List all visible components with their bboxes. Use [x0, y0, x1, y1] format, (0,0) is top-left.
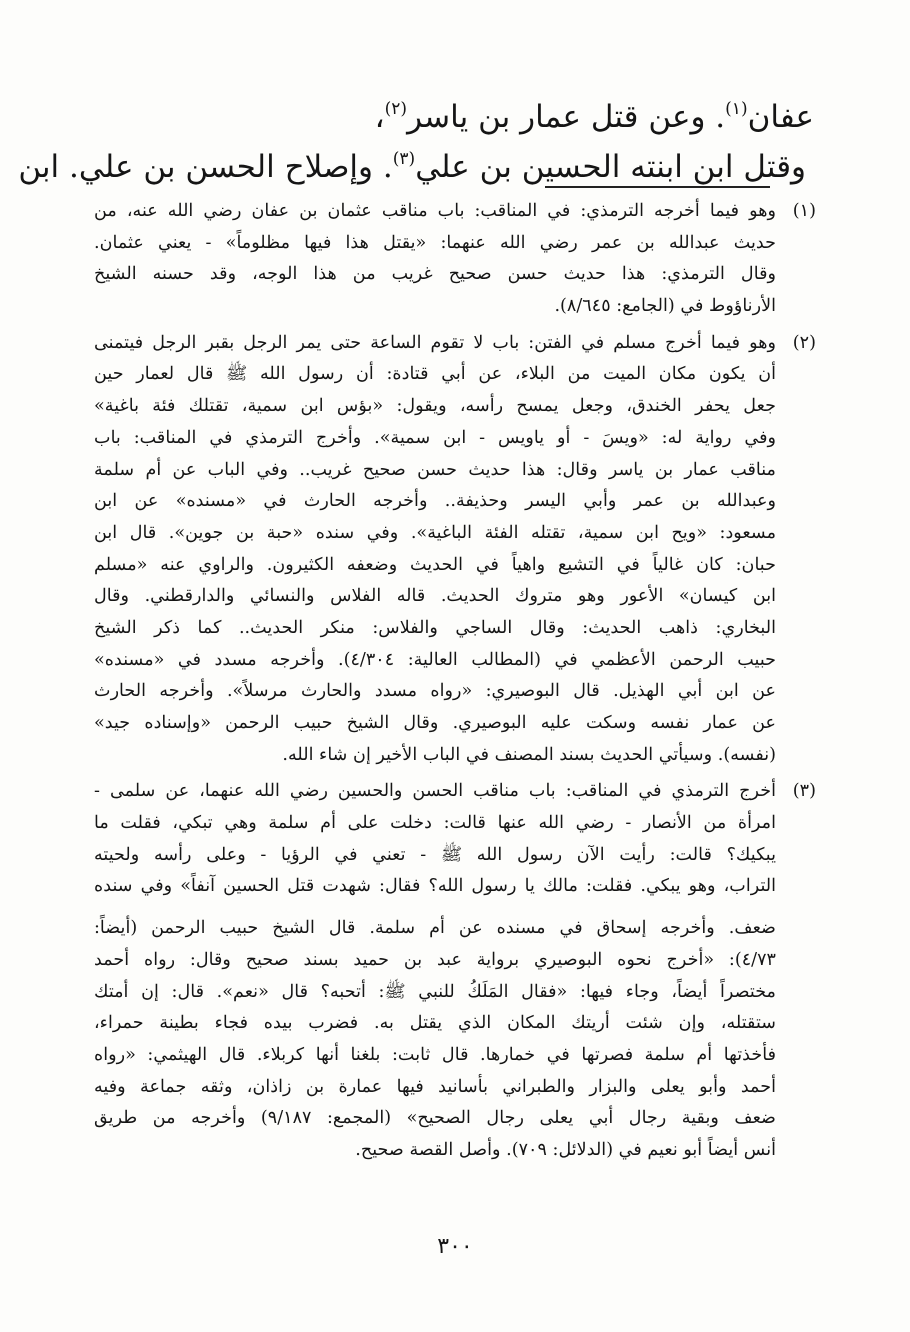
footnote-line: وقال الترمذي: هذا حديث حسن صحيح غريب من هذا الوجه، وقد حسنه الشيخ [94, 264, 776, 285]
footnote-2 [94, 328, 816, 772]
footnote-line: أحمد وأبو يعلى والبزار والطبراني بأسانيد فيها عمارة بن زاذان، وثقه جماعة وفيه [94, 1076, 776, 1097]
footnote-ref-1: (١) [725, 99, 748, 120]
footnote-3-continuation [94, 913, 776, 1167]
footnote-line: مناقب عمار بن ياسر وقال: هذا حديث حسن صحيح غريب.. وفي الباب عن أم سلمة [94, 459, 776, 480]
footnote-divider [545, 186, 770, 188]
footnote-line: أنس أيضاً أبو نعيم في (الدلائل: ٧٠٩). وأصل القصة صحيح. [355, 1139, 776, 1160]
footnote-line: يبكيك؟ قالت: رأيت الآن رسول الله ﷺ - تعني في الرؤيا - وعلى رأسه ولحيته [94, 844, 776, 865]
footnote-line: ضعف. وأخرجه إسحاق في مسنده عن أم سلمة. قال الشيخ حبيب الرحمن (أيضاً: [94, 918, 776, 939]
footnote-number: (٢) [792, 332, 816, 353]
footnote-line: ضعف وبقية رجال أبي يعلى رجال الصحيح» (المجمع: ٩/١٨٧) وأخرجه من طريق [94, 1108, 776, 1129]
footnote-line: البخاري: ذاهب الحديث: وقال الساجي والفلاس: منكر الحديث.. كما ذكر الشيخ [94, 617, 776, 638]
footnote-line: أخرج الترمذي في المناقب: باب مناقب الحسن والحسين رضي الله عنهما، عن سلمى - [94, 781, 776, 802]
footnote-line: وعبدالله بن عمر وأبي اليسر وحذيفة.. وأخرجه الحارث في «مسنده» عن ابن [94, 491, 776, 512]
footnote-line: حبيب الرحمن الأعظمي في (المطالب العالية: ٤/٣٠٤). وأخرجه مسدد في «مسنده» [94, 649, 776, 670]
footnote-line: وهو فيما أخرج مسلم في الفتن: باب لا تقوم الساعة حتى يمر الرجل بقبر الرجل فيتمنى [94, 332, 776, 353]
footnote-ref-3: (٣) [392, 149, 416, 170]
footnote-number: (٣) [792, 781, 816, 802]
footnote-line: ابن كيسان» الأعور وهو متروك الحديث. قاله الفلاس والنسائي والدارقطني. وقال [94, 586, 776, 607]
main-text-segment: ، [374, 99, 385, 135]
main-text-segment: وقتل ابن ابنته الحسين بن علي [415, 149, 806, 185]
footnote-line: وفي رواية له: «ويسَ - أو ياويس - ابن سمية». وأخرج الترمذي في المناقب: باب [94, 427, 776, 448]
footnote-line: التراب، وهو يبكي. فقلت: مالك يا رسول الله؟ فقال: شهدت قتل الحسين آنفاً» وفي سنده [94, 876, 776, 897]
footnote-line: مسعود: «ويح ابن سمية، تقتله الفئة الباغية». وفي سنده «حبة بن جوين». قال ابن [94, 522, 776, 543]
main-text-line-2 [18, 142, 818, 192]
footnote-line: مختصراً أيضاً، وجاء فيها: «فقال المَلَكُ للنبي ﷺ: أتحبه؟ قال «نعم». قال: إن أمتك [94, 981, 776, 1002]
footnote-line: ٤/٧٣): «أخرج نحوه البوصيري برواية عبد بن حميد بسند صحيح وقال: رواه أحمد [94, 949, 776, 970]
footnote-line: وهو فيما أخرجه الترمذي: في المناقب: باب مناقب عثمان بن عفان رضي الله عنه، من [94, 201, 776, 221]
footnote-line: فأخذتها أم سلمة فصرتها في خمارها. قال ثابت: بلغنا أنها كربلاء. قال الهيثمي: «رواه [94, 1044, 776, 1065]
main-text-segment: . وعن قتل عمار بن ياسر [407, 99, 726, 135]
page-number: ٣٠٠ [437, 1234, 473, 1259]
footnote-number: (١) [792, 201, 816, 221]
footnote-ref-2: (٢) [384, 99, 408, 120]
footnote-3 [94, 776, 816, 1166]
footnote-line: حبان: كان غالياً في التشيع واهياً في الحديث وضعفه الكثيرون. والراوي عنه «مسلم [94, 554, 776, 575]
main-text-line-1 [90, 92, 818, 142]
footnote-line: الأرناؤوط في (الجامع: ٨/٦٤٥). [554, 296, 776, 317]
footnotes-section [94, 196, 816, 1167]
footnote-line: عن عمار نفسه وسكت عليه البوصيري. وقال الشيخ حبيب الرحمن «وإسناده جيد» [94, 713, 776, 733]
main-text-block [18, 92, 818, 192]
footnote-line: حديث عبدالله بن عمر رضي الله عنهما: «يقتل هذا فيها مظلوماً» - يعني عثمان. [94, 232, 776, 253]
footnote-line: عن ابن أبي الهذيل. قال البوصيري: «رواه مسدد والحارث مرسلاً». وأخرجه الحارث [94, 681, 776, 702]
footnote-line: ستقتله، وإن شئت أريتك المكان الذي يقتل به. فضرب بيده فجاء بطينة حمراء، [94, 1013, 776, 1034]
footnote-line: جعل يحفر الخندق، وجعل يمسح رأسه، ويقول: «بؤس ابن سمية، تقتلك فئة باغية» [94, 396, 776, 417]
footnote-line: امرأة من الأنصار - رضي الله عنها قالت: دخلت على أم سلمة وهي تبكي، فقلت ما [94, 813, 776, 834]
main-text-segment: . وإصلاح الحسن بن علي. ابن [18, 149, 393, 185]
footnote-line: (نفسه). وسيأتي الحديث بسند المصنف في الباب الأخير إن شاء الله. [282, 744, 776, 765]
main-text-segment: عفان [747, 99, 814, 135]
footnote-line: أن يكون مكان الميت من البلاء، عن أبي قتادة: أن رسول الله ﷺ قال لعمار حين [94, 364, 776, 385]
footnote-1 [94, 196, 816, 323]
